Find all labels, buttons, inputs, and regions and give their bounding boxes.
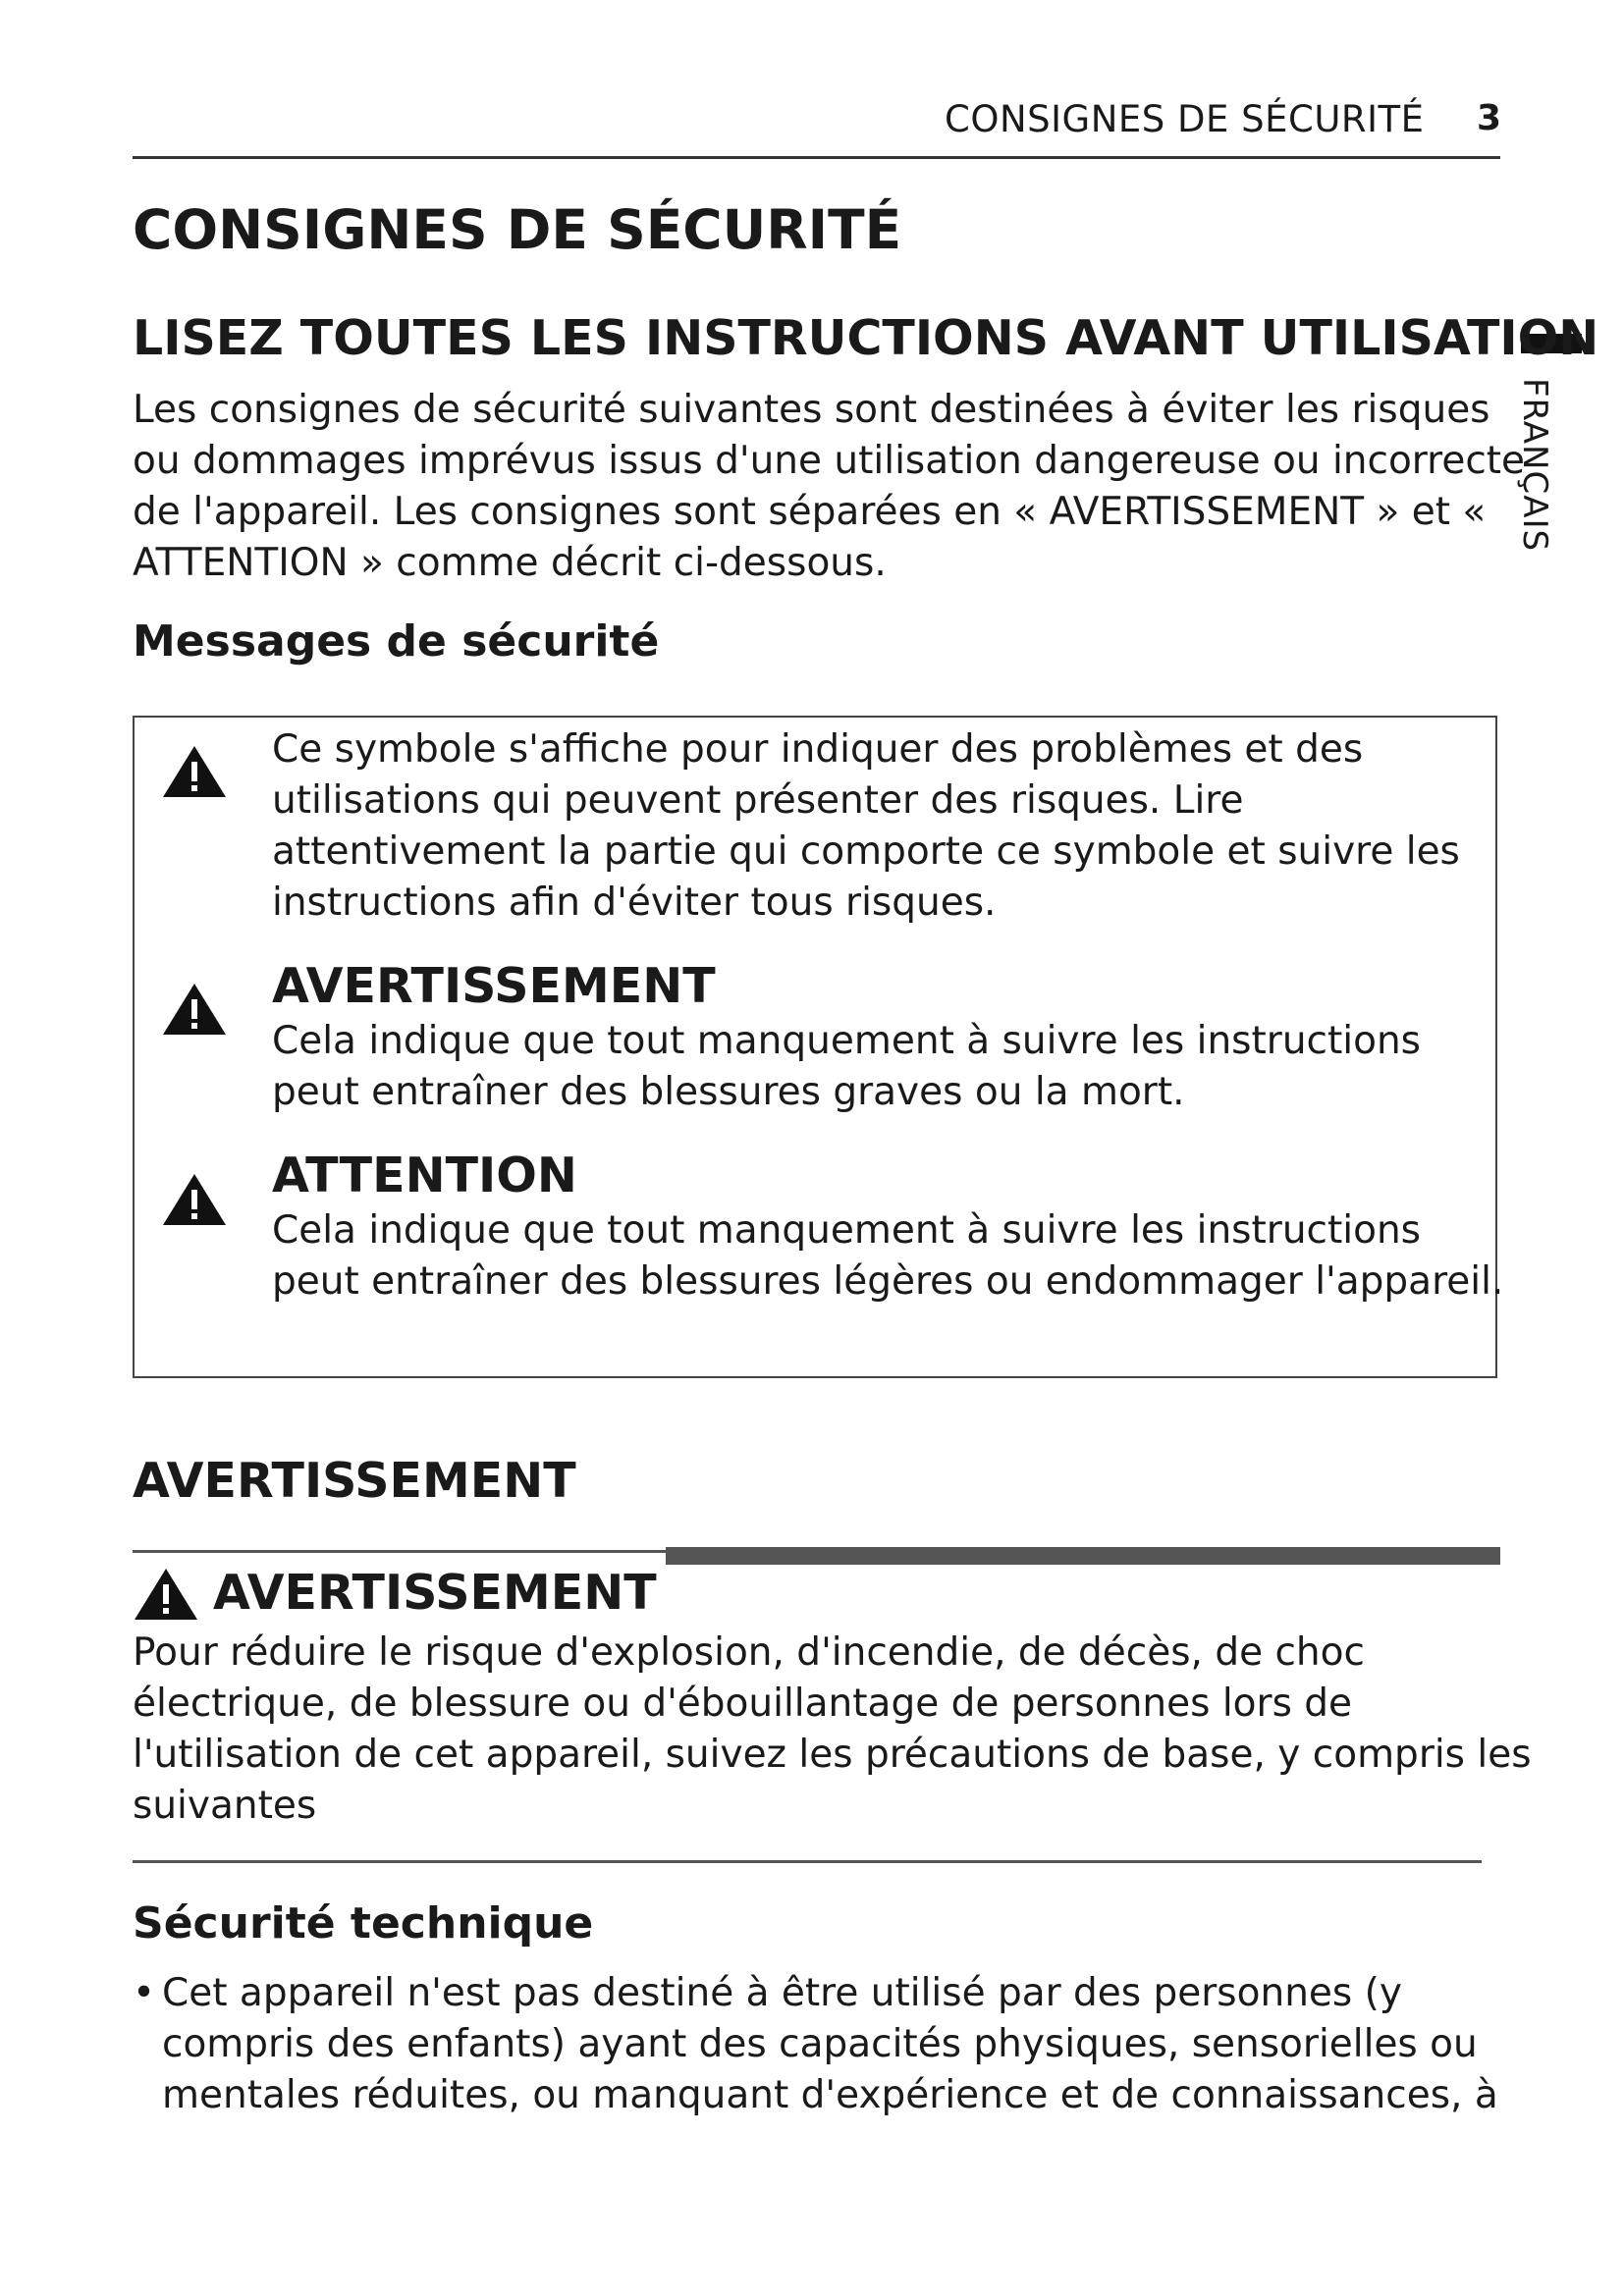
technical-safety-bullet-1: Cet appareil n'est pas destiné à être utilisé par des personnes (y compris des enfants) ayant des capacités physiques, sensorielles ou mentales réduites, ou manquant d'expérience et de connaissances, à (162, 1971, 1498, 2117)
warning-label: AVERTISSEMENT (272, 958, 716, 1014)
page-title: CONSIGNES DE SÉCURITÉ (133, 198, 902, 261)
warning-divider-thick (666, 1547, 1500, 1565)
language-tab-label: FRANÇAIS (1515, 378, 1554, 553)
warning-banner-text: Pour réduire le risque d'explosion, d'incendie, de décès, de choc électrique, de blessure ou d'ébouillantage de personnes lors de l'utilisation de cet appareil, suivez les précautions de base, y compris les suivantes (133, 1630, 1532, 1828)
caution-label: ATTENTION (272, 1148, 577, 1203)
warning-triangle-icon (161, 982, 228, 1037)
bullet-marker: • (133, 1971, 156, 2015)
warning-triangle-icon (161, 744, 228, 799)
warning-banner-label: AVERTISSEMENT (213, 1565, 657, 1621)
warning-section-title: AVERTISSEMENT (133, 1453, 576, 1509)
symbol-explanation-text: Ce symbole s'affiche pour indiquer des problèmes et des utilisations qui peuvent présenter des risques. Lire attentivement la partie qui comporte ce symbole et suivre les instructions afin d'éviter tous risques. (272, 727, 1460, 925)
warning-bottom-divider (133, 1860, 1482, 1863)
warning-triangle-icon (161, 1172, 228, 1227)
page-number: 3 (1477, 98, 1502, 138)
safety-messages-heading: Messages de sécurité (133, 616, 660, 667)
warning-description: Cela indique que tout manquement à suivre les instructions peut entraîner des blessures graves ou la mort. (272, 1019, 1421, 1114)
running-header-title: CONSIGNES DE SÉCURITÉ (945, 98, 1425, 140)
technical-safety-heading: Sécurité technique (133, 1898, 594, 1949)
section-title: LISEZ TOUTES LES INSTRUCTIONS AVANT UTILISATION (133, 310, 1599, 366)
warning-divider-thin (133, 1550, 668, 1553)
warning-triangle-icon (133, 1567, 199, 1622)
intro-paragraph: Les consignes de sécurité suivantes sont destinées à éviter les risques ou dommages imprévus issus d'une utilisation dangereuse ou incorrecte de l'appareil. Les consignes sont séparées en « AVERTISSEMENT » et « ATTENTION » comme décrit ci-dessous. (133, 388, 1526, 585)
caution-description: Cela indique que tout manquement à suivre les instructions peut entraîner des blessures légères ou endommager l'appareil. (272, 1208, 1504, 1304)
header-divider (133, 156, 1500, 159)
